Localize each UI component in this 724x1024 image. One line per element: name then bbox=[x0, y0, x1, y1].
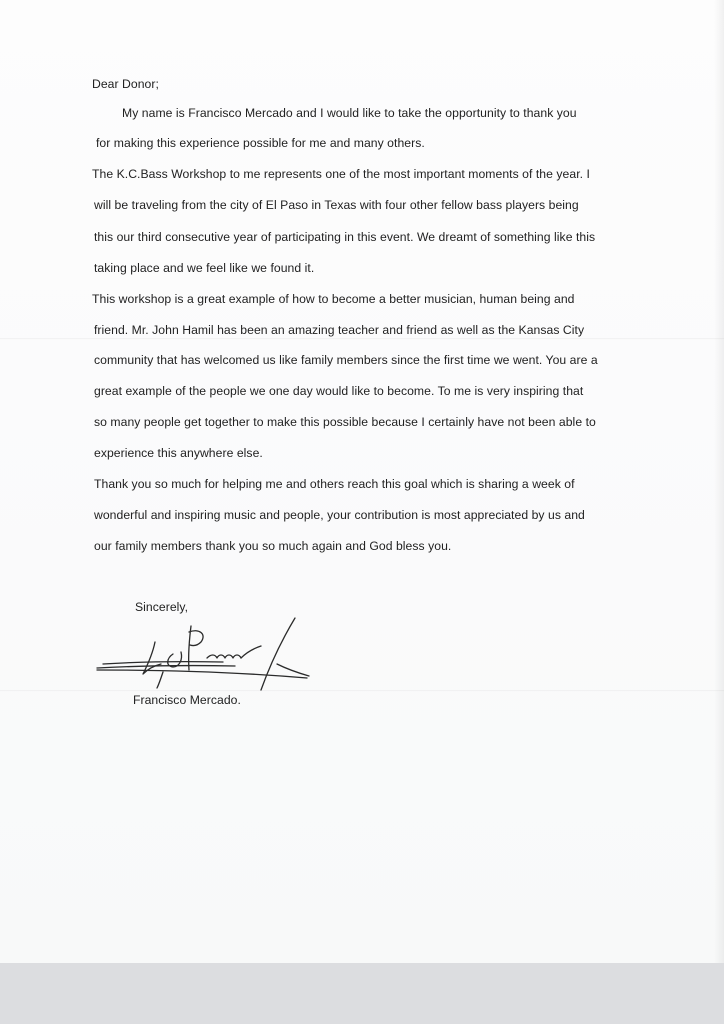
body-line: experience this anywhere else. bbox=[94, 446, 263, 460]
body-line: will be traveling from the city of El Paso in Texas with four other fellow bass players being bbox=[94, 198, 579, 212]
handwritten-signature bbox=[95, 612, 315, 694]
closing: Sincerely, bbox=[135, 600, 189, 614]
body-line: wonderful and inspiring music and people, your contribution is most appreciated by us and bbox=[94, 508, 585, 522]
body-line: for making this experience possible for me and many others. bbox=[96, 136, 425, 150]
page-edge-shadow bbox=[714, 0, 724, 963]
body-line: My name is Francisco Mercado and I would like to take the opportunity to thank you bbox=[122, 106, 577, 120]
body-line: friend. Mr. John Hamil has been an amazing teacher and friend as well as the Kansas City bbox=[94, 323, 585, 337]
body-line: This workshop is a great example of how to become a better musician, human being and bbox=[92, 292, 575, 306]
body-line: The K.C.Bass Workshop to me represents one of the most important moments of the year. I bbox=[92, 167, 590, 181]
body-line: great example of the people we one day would like to become. To me is very inspiring that bbox=[94, 384, 584, 398]
body-line: so many people get together to make this possible because I certainly have not been able to bbox=[94, 415, 596, 429]
body-line: this our third consecutive year of participating in this event. We dreamt of something like this bbox=[94, 230, 596, 244]
signer-name: Francisco Mercado. bbox=[133, 693, 241, 707]
body-line: our family members thank you so much again and God bless you. bbox=[94, 539, 452, 553]
paper-fold bbox=[0, 338, 724, 340]
body-line: community that has welcomed us like family members since the first time we went. You are a bbox=[94, 353, 598, 367]
scan-background bbox=[0, 963, 724, 1024]
body-line: Thank you so much for helping me and others reach this goal which is sharing a week of bbox=[94, 477, 575, 491]
body-line: taking place and we feel like we found it. bbox=[94, 261, 315, 275]
salutation: Dear Donor; bbox=[92, 77, 159, 91]
